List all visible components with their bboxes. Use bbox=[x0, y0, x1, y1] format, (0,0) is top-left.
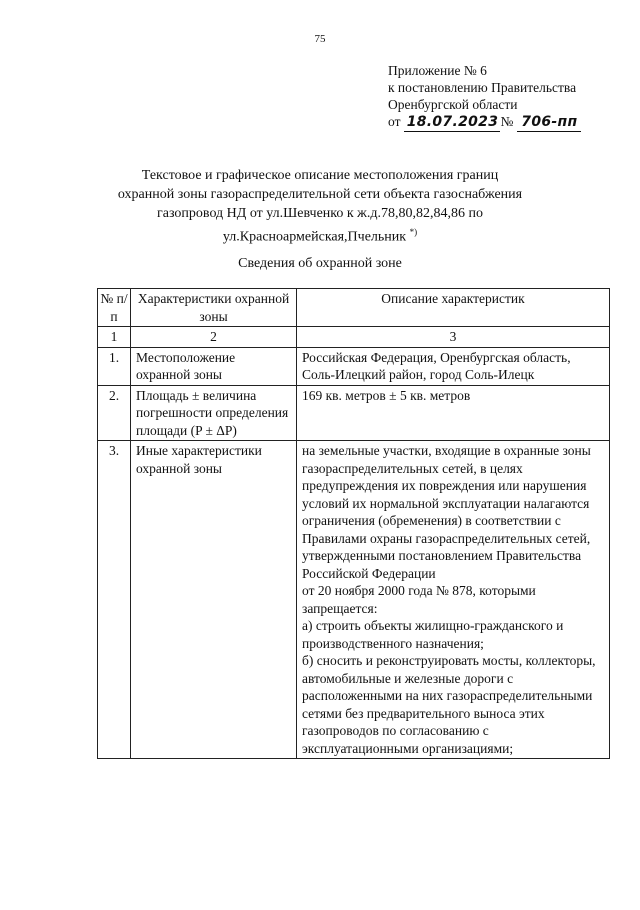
description-paragraph: Российская Федерация, Оренбургская область, Соль-Илецкий район, город Соль-Илецк bbox=[302, 349, 571, 382]
handwritten-date: 18.07.2023 bbox=[404, 114, 500, 132]
row-description bbox=[297, 347, 610, 385]
column-number: 2 bbox=[131, 327, 297, 348]
column-number-row bbox=[98, 327, 610, 348]
header-description: Описание характеристик bbox=[297, 289, 610, 327]
table-header-row bbox=[98, 289, 610, 327]
section-subtitle: Сведения об охранной зоне bbox=[238, 256, 402, 271]
row-number: 2. bbox=[98, 385, 131, 441]
row-number: 1. bbox=[98, 347, 131, 385]
row-number: 3. bbox=[98, 441, 131, 759]
title-line-3: газопровод НД от ул.Шевченко к ж.д.78,80,82,84,86 по bbox=[157, 206, 483, 221]
title-line-1: Текстовое и графическое описание местоположения границ bbox=[141, 168, 499, 183]
description-paragraph: от 20 ноября 2000 года № 878, которыми запрещается: bbox=[302, 583, 536, 616]
description-paragraph: на земельные участки, входящие в охранные зоны газораспределительных сетей, в целях предупреждения их повреждения или нарушения условий их нормальной эксплуатации налагаются ограничения (обременения) в соответствии с Правилами охраны газораспределительных сетей, утвержденными постановлением Правительства Российской Федерации bbox=[302, 443, 591, 581]
header-number: № п/п bbox=[98, 289, 131, 327]
appendix-number-sign: № bbox=[500, 114, 514, 129]
header-characteristic: Характеристики охранной зоны bbox=[131, 289, 297, 327]
appendix-from-label: от bbox=[388, 114, 401, 129]
row-description bbox=[297, 441, 610, 759]
title-line-4 bbox=[90, 223, 550, 247]
row-characteristic: Иные характеристики охранной зоны bbox=[131, 441, 297, 759]
row-characteristic: Местоположение охранной зоны bbox=[131, 347, 297, 385]
table-row bbox=[98, 347, 610, 385]
appendix-line-region: Оренбургской области bbox=[388, 97, 518, 112]
appendix-title: Приложение № 6 bbox=[388, 63, 487, 78]
column-number: 1 bbox=[98, 327, 131, 348]
table-row bbox=[98, 385, 610, 441]
protection-zone-table bbox=[97, 288, 610, 759]
row-description bbox=[297, 385, 610, 441]
description-paragraph: б) сносить и реконструировать мосты, коллекторы, автомобильные и железные дороги с расположенными на них газораспределительными сетями без предварительного выноса этих газопроводов по согласованию с эксплуатационными организациями; bbox=[302, 653, 596, 756]
row-characteristic: Площадь ± величина погрешности определения площади (P ± ΔP) bbox=[131, 385, 297, 441]
description-paragraph: 169 кв. метров ± 5 кв. метров bbox=[302, 387, 471, 403]
title-line-2: охранной зоны газораспределительной сети объекта газоснабжения bbox=[117, 187, 523, 202]
column-number: 3 bbox=[297, 327, 610, 348]
title-line-4-text: ул.Красноармейская,Пчельник bbox=[222, 229, 407, 245]
table-row bbox=[98, 441, 610, 759]
handwritten-number: 706-пп bbox=[517, 114, 581, 132]
appendix-block bbox=[388, 62, 581, 132]
appendix-line-resolution: к постановлению Правительства bbox=[388, 80, 577, 95]
footnote-mark: *) bbox=[409, 227, 418, 237]
description-paragraph: а) строить объекты жилищно-гражданского и производственного назначения; bbox=[302, 618, 564, 651]
page-number: 75 bbox=[314, 33, 326, 45]
appendix-date-line bbox=[388, 113, 581, 132]
document-title bbox=[90, 166, 550, 247]
